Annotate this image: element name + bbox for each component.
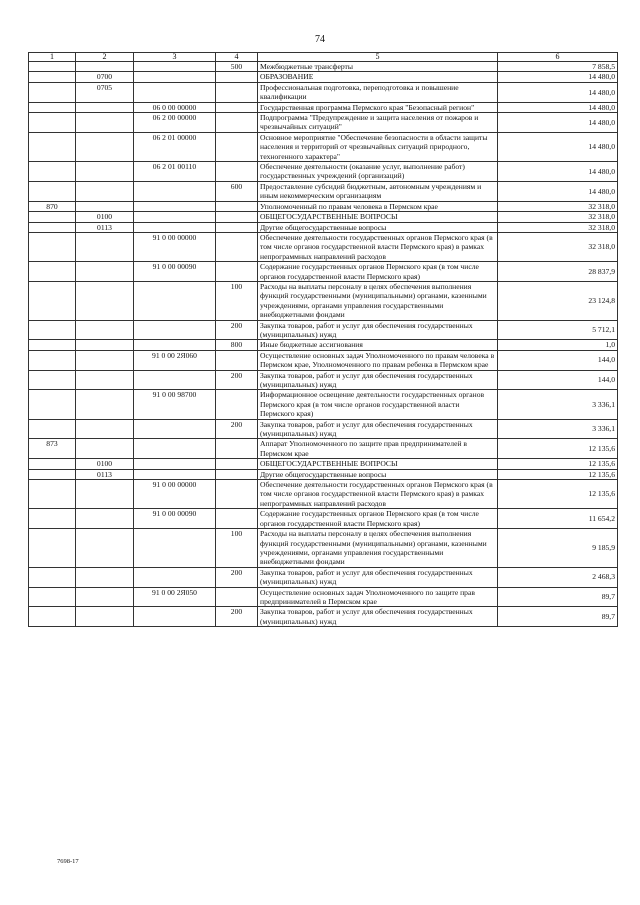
target-article-code xyxy=(134,201,216,211)
table-row xyxy=(29,113,618,133)
column-number-row xyxy=(29,53,618,62)
target-article-code xyxy=(134,212,216,222)
description: Государственная программа Пермского края "Безопасный регион" xyxy=(258,102,498,112)
description: Закупка товаров, работ и услуг для обеспечения государственных (муниципальных) нужд xyxy=(258,370,498,390)
expense-type-code xyxy=(216,72,258,82)
expense-type-code xyxy=(216,509,258,529)
department-code xyxy=(29,529,76,568)
section-code xyxy=(76,62,134,72)
department-code xyxy=(29,350,76,370)
description: Расходы на выплаты персоналу в целях обеспечения выполнения функций государственными (муниципальными) органами, казенными учреждениями, органами управления государственными внебюджетными фондами xyxy=(258,281,498,320)
department-code: 873 xyxy=(29,439,76,459)
department-code xyxy=(29,162,76,182)
amount: 12 135,6 xyxy=(498,469,618,479)
target-article-code: 06 2 00 00000 xyxy=(134,113,216,133)
amount: 14 480,0 xyxy=(498,181,618,201)
target-article-code xyxy=(134,281,216,320)
expense-type-code: 200 xyxy=(216,567,258,587)
target-article-code xyxy=(134,469,216,479)
description: Осуществление основных задач Уполномоченного по правам человека в Пермском крае, Уполномоченного по правам ребенка в Пермском крае xyxy=(258,350,498,370)
description: Основное мероприятие "Обеспечение безопасности в области защиты населения и территорий от чрезвычайных ситуаций природного, техногенного характера" xyxy=(258,132,498,161)
amount: 12 135,6 xyxy=(498,480,618,509)
section-code xyxy=(76,102,134,112)
target-article-code: 91 0 00 00000 xyxy=(134,232,216,261)
section-code xyxy=(76,439,134,459)
amount: 32 318,0 xyxy=(498,232,618,261)
target-article-code xyxy=(134,62,216,72)
section-code: 0113 xyxy=(76,222,134,232)
amount: 12 135,6 xyxy=(498,459,618,469)
description: Иные бюджетные ассигнования xyxy=(258,340,498,350)
amount: 14 480,0 xyxy=(498,132,618,161)
description: Содержание государственных органов Пермского края (в том числе органов государственной власти Пермского края) xyxy=(258,262,498,282)
table-row xyxy=(29,439,618,459)
department-code xyxy=(29,113,76,133)
section-code xyxy=(76,340,134,350)
section-code xyxy=(76,262,134,282)
column-number: 2 xyxy=(76,53,134,62)
column-number: 4 xyxy=(216,53,258,62)
table-row xyxy=(29,281,618,320)
section-code: 0705 xyxy=(76,82,134,102)
department-code xyxy=(29,281,76,320)
department-code xyxy=(29,181,76,201)
section-code xyxy=(76,162,134,182)
table-row xyxy=(29,480,618,509)
amount: 14 480,0 xyxy=(498,72,618,82)
amount: 32 318,0 xyxy=(498,201,618,211)
department-code xyxy=(29,459,76,469)
description: Уполномоченный по правам человека в Пермском крае xyxy=(258,201,498,211)
expense-type-code xyxy=(216,201,258,211)
department-code xyxy=(29,82,76,102)
table-row xyxy=(29,567,618,587)
department-code xyxy=(29,232,76,261)
amount: 11 654,2 xyxy=(498,509,618,529)
section-code: 0100 xyxy=(76,459,134,469)
amount: 28 837,9 xyxy=(498,262,618,282)
column-number: 5 xyxy=(258,53,498,62)
department-code xyxy=(29,419,76,439)
amount: 9 185,9 xyxy=(498,529,618,568)
description: ОБЩЕГОСУДАРСТВЕННЫЕ ВОПРОСЫ xyxy=(258,212,498,222)
description: Обеспечение деятельности государственных органов Пермского края (в том числе органов государственной власти Пермского края) в рамках непрограммных направлений расходов xyxy=(258,480,498,509)
section-code xyxy=(76,370,134,390)
target-article-code xyxy=(134,82,216,102)
department-code xyxy=(29,102,76,112)
table-row xyxy=(29,469,618,479)
expense-type-code xyxy=(216,82,258,102)
table-row xyxy=(29,72,618,82)
expense-type-code: 200 xyxy=(216,419,258,439)
description: Аппарат Уполномоченного по защите прав предпринимателей в Пермском крае xyxy=(258,439,498,459)
section-code xyxy=(76,232,134,261)
expense-type-code: 100 xyxy=(216,529,258,568)
table-row xyxy=(29,262,618,282)
target-article-code: 91 0 00 2Я050 xyxy=(134,587,216,607)
table-row xyxy=(29,162,618,182)
section-code xyxy=(76,350,134,370)
target-article-code: 91 0 00 98700 xyxy=(134,390,216,419)
department-code xyxy=(29,132,76,161)
target-article-code: 91 0 00 00000 xyxy=(134,480,216,509)
department-code xyxy=(29,72,76,82)
expense-type-code xyxy=(216,232,258,261)
target-article-code: 91 0 00 00090 xyxy=(134,262,216,282)
expense-type-code xyxy=(216,587,258,607)
expense-type-code: 500 xyxy=(216,62,258,72)
expense-type-code xyxy=(216,222,258,232)
description: Другие общегосударственные вопросы xyxy=(258,469,498,479)
description: Содержание государственных органов Пермского края (в том числе органов государственной власти Пермского края) xyxy=(258,509,498,529)
description: Обеспечение деятельности государственных органов Пермского края (в том числе органов государственной власти Пермского края) в рамках непрограммных направлений расходов xyxy=(258,232,498,261)
description: Информационное освещение деятельности государственных органов Пермского края (в том числе органов государственной власти Пермского края) xyxy=(258,390,498,419)
expense-type-code xyxy=(216,162,258,182)
target-article-code xyxy=(134,529,216,568)
department-code xyxy=(29,509,76,529)
table-row xyxy=(29,222,618,232)
table-row xyxy=(29,509,618,529)
description: ОБРАЗОВАНИЕ xyxy=(258,72,498,82)
description: Профессиональная подготовка, переподготовка и повышение квалификации xyxy=(258,82,498,102)
table-row xyxy=(29,212,618,222)
table-row xyxy=(29,320,618,340)
description: Закупка товаров, работ и услуг для обеспечения государственных (муниципальных) нужд xyxy=(258,320,498,340)
expense-type-code: 600 xyxy=(216,181,258,201)
section-code: 0100 xyxy=(76,212,134,222)
target-article-code xyxy=(134,607,216,627)
section-code xyxy=(76,181,134,201)
department-code xyxy=(29,469,76,479)
table-row xyxy=(29,390,618,419)
expense-type-code xyxy=(216,262,258,282)
amount: 12 135,6 xyxy=(498,439,618,459)
department-code xyxy=(29,340,76,350)
target-article-code xyxy=(134,72,216,82)
target-article-code xyxy=(134,222,216,232)
department-code xyxy=(29,370,76,390)
description: Межбюджетные трансферты xyxy=(258,62,498,72)
footer-code: 7698-17 xyxy=(57,858,79,865)
description: Закупка товаров, работ и услуг для обеспечения государственных (муниципальных) нужд xyxy=(258,567,498,587)
table-row xyxy=(29,102,618,112)
section-code xyxy=(76,281,134,320)
description: Закупка товаров, работ и услуг для обеспечения государственных (муниципальных) нужд xyxy=(258,607,498,627)
amount: 89,7 xyxy=(498,607,618,627)
department-code xyxy=(29,222,76,232)
target-article-code xyxy=(134,419,216,439)
description: Расходы на выплаты персоналу в целях обеспечения выполнения функций государственными (муниципальными) органами, казенными учреждениями, органами управления государственными внебюджетными фондами xyxy=(258,529,498,568)
section-code xyxy=(76,567,134,587)
expense-type-code xyxy=(216,480,258,509)
expense-type-code: 200 xyxy=(216,320,258,340)
amount: 14 480,0 xyxy=(498,162,618,182)
table-row xyxy=(29,607,618,627)
section-code: 0700 xyxy=(76,72,134,82)
department-code xyxy=(29,480,76,509)
section-code xyxy=(76,390,134,419)
expense-type-code: 200 xyxy=(216,607,258,627)
expense-type-code xyxy=(216,102,258,112)
department-code xyxy=(29,390,76,419)
expense-type-code xyxy=(216,132,258,161)
description: Предоставление субсидий бюджетным, автономным учреждениям и иным некоммерческим организациям xyxy=(258,181,498,201)
table-row xyxy=(29,62,618,72)
amount: 1,0 xyxy=(498,340,618,350)
amount: 3 336,1 xyxy=(498,419,618,439)
section-code: 0113 xyxy=(76,469,134,479)
amount: 32 318,0 xyxy=(498,212,618,222)
amount: 3 336,1 xyxy=(498,390,618,419)
table-row xyxy=(29,201,618,211)
target-article-code xyxy=(134,459,216,469)
section-code xyxy=(76,587,134,607)
expense-type-code xyxy=(216,113,258,133)
section-code xyxy=(76,419,134,439)
page-number: 74 xyxy=(315,34,325,45)
department-code xyxy=(29,320,76,340)
department-code xyxy=(29,587,76,607)
target-article-code: 06 2 01 00000 xyxy=(134,132,216,161)
department-code xyxy=(29,262,76,282)
table-row xyxy=(29,350,618,370)
table-row xyxy=(29,419,618,439)
department-code xyxy=(29,567,76,587)
target-article-code xyxy=(134,340,216,350)
table-row xyxy=(29,340,618,350)
target-article-code: 06 0 00 00000 xyxy=(134,102,216,112)
description: Обеспечение деятельности (оказание услуг, выполнение работ) государственных учреждений (организаций) xyxy=(258,162,498,182)
table-row xyxy=(29,459,618,469)
amount: 144,0 xyxy=(498,370,618,390)
amount: 7 858,5 xyxy=(498,62,618,72)
expense-type-code xyxy=(216,469,258,479)
department-code xyxy=(29,607,76,627)
column-number: 1 xyxy=(29,53,76,62)
table-row xyxy=(29,587,618,607)
section-code xyxy=(76,113,134,133)
table-row xyxy=(29,82,618,102)
column-number: 6 xyxy=(498,53,618,62)
amount: 89,7 xyxy=(498,587,618,607)
column-number: 3 xyxy=(134,53,216,62)
section-code xyxy=(76,509,134,529)
expense-type-code: 200 xyxy=(216,370,258,390)
table-row xyxy=(29,181,618,201)
section-code xyxy=(76,607,134,627)
table-row xyxy=(29,232,618,261)
target-article-code: 91 0 00 00090 xyxy=(134,509,216,529)
table-row xyxy=(29,370,618,390)
section-code xyxy=(76,529,134,568)
section-code xyxy=(76,201,134,211)
description: Осуществление основных задач Уполномоченного по защите прав предпринимателей в Пермском крае xyxy=(258,587,498,607)
target-article-code xyxy=(134,439,216,459)
target-article-code: 06 2 01 00110 xyxy=(134,162,216,182)
amount: 5 712,1 xyxy=(498,320,618,340)
department-code: 870 xyxy=(29,201,76,211)
amount: 14 480,0 xyxy=(498,102,618,112)
amount: 32 318,0 xyxy=(498,222,618,232)
department-code xyxy=(29,212,76,222)
expense-type-code xyxy=(216,212,258,222)
target-article-code xyxy=(134,181,216,201)
section-code xyxy=(76,132,134,161)
amount: 14 480,0 xyxy=(498,113,618,133)
department-code xyxy=(29,62,76,72)
amount: 144,0 xyxy=(498,350,618,370)
target-article-code xyxy=(134,567,216,587)
amount: 2 468,3 xyxy=(498,567,618,587)
expense-type-code xyxy=(216,350,258,370)
amount: 14 480,0 xyxy=(498,82,618,102)
amount: 23 124,8 xyxy=(498,281,618,320)
description: Закупка товаров, работ и услуг для обеспечения государственных (муниципальных) нужд xyxy=(258,419,498,439)
expense-type-code xyxy=(216,390,258,419)
expense-type-code: 800 xyxy=(216,340,258,350)
table-row xyxy=(29,529,618,568)
expense-type-code: 100 xyxy=(216,281,258,320)
description: Подпрограмма "Предупреждение и защита населения от пожаров и чрезвычайных ситуаций" xyxy=(258,113,498,133)
description: Другие общегосударственные вопросы xyxy=(258,222,498,232)
expense-type-code xyxy=(216,439,258,459)
table-row xyxy=(29,132,618,161)
section-code xyxy=(76,480,134,509)
target-article-code: 91 0 00 2Я060 xyxy=(134,350,216,370)
target-article-code xyxy=(134,370,216,390)
description: ОБЩЕГОСУДАРСТВЕННЫЕ ВОПРОСЫ xyxy=(258,459,498,469)
target-article-code xyxy=(134,320,216,340)
budget-table xyxy=(28,52,618,627)
expense-type-code xyxy=(216,459,258,469)
section-code xyxy=(76,320,134,340)
